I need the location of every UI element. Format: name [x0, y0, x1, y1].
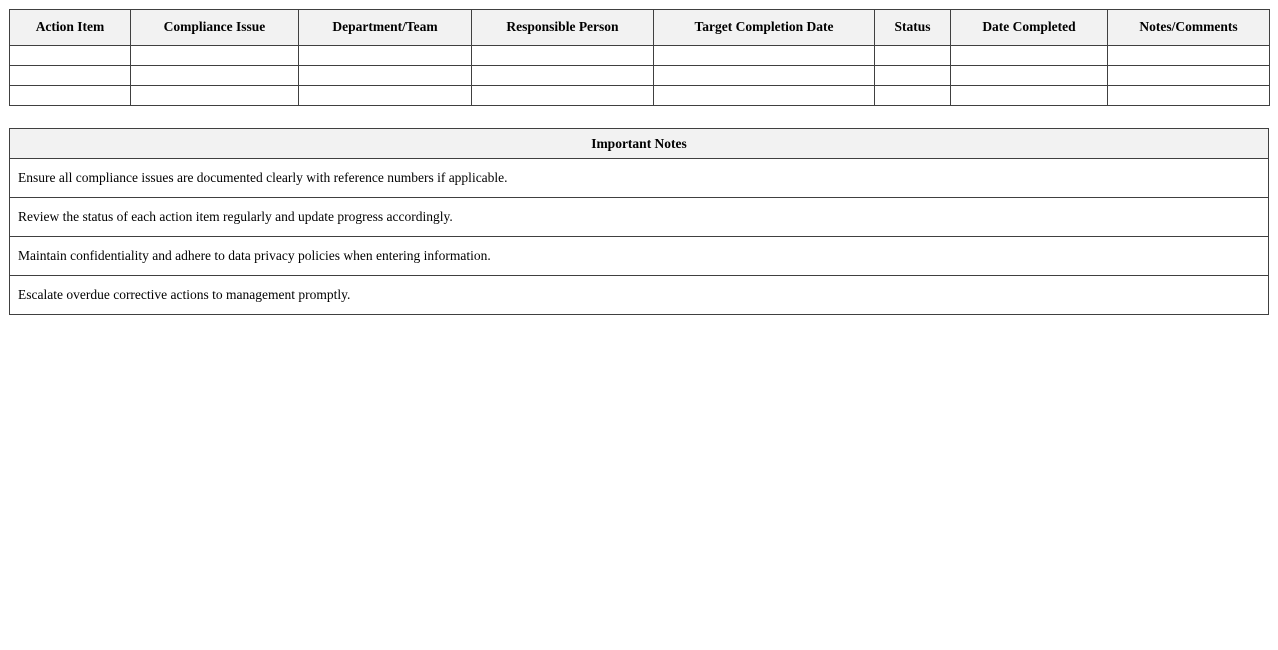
data-cell[interactable] [472, 46, 654, 66]
column-header: Responsible Person [472, 10, 654, 46]
column-header: Status [875, 10, 951, 46]
notes-header-row [10, 129, 1269, 159]
table-spacer [9, 106, 1269, 128]
column-header: Date Completed [951, 10, 1108, 46]
data-cell[interactable] [951, 66, 1108, 86]
data-cell[interactable] [299, 66, 472, 86]
data-cell[interactable] [131, 86, 299, 106]
note-text: Escalate overdue corrective actions to management promptly. [10, 276, 1269, 315]
column-header: Target Completion Date [654, 10, 875, 46]
data-cell[interactable] [10, 66, 131, 86]
data-cell[interactable] [1108, 66, 1270, 86]
table-row [10, 86, 1270, 106]
data-cell[interactable] [131, 46, 299, 66]
column-header: Action Item [10, 10, 131, 46]
note-row [10, 237, 1269, 276]
data-cell[interactable] [472, 66, 654, 86]
notes-table-body [10, 159, 1269, 315]
action-table-head [10, 10, 1270, 46]
table-row [10, 66, 1270, 86]
data-cell[interactable] [10, 46, 131, 66]
data-cell[interactable] [654, 66, 875, 86]
data-cell[interactable] [875, 46, 951, 66]
notes-table-head [10, 129, 1269, 159]
data-cell[interactable] [1108, 46, 1270, 66]
note-text: Ensure all compliance issues are documented clearly with reference numbers if applicable. [10, 159, 1269, 198]
compliance-action-items-table [9, 9, 1270, 106]
table-row [10, 46, 1270, 66]
data-cell[interactable] [875, 86, 951, 106]
data-cell[interactable] [10, 86, 131, 106]
data-cell[interactable] [131, 66, 299, 86]
note-text: Maintain confidentiality and adhere to data privacy policies when entering information. [10, 237, 1269, 276]
column-header: Notes/Comments [1108, 10, 1270, 46]
data-cell[interactable] [875, 66, 951, 86]
column-header: Compliance Issue [131, 10, 299, 46]
note-text: Review the status of each action item regularly and update progress accordingly. [10, 198, 1269, 237]
notes-table-title: Important Notes [10, 129, 1269, 159]
data-cell[interactable] [472, 86, 654, 106]
note-row [10, 159, 1269, 198]
action-table-body [10, 46, 1270, 106]
data-cell[interactable] [1108, 86, 1270, 106]
note-row [10, 276, 1269, 315]
data-cell[interactable] [299, 46, 472, 66]
column-header: Department/Team [299, 10, 472, 46]
important-notes-table [9, 128, 1269, 315]
note-row [10, 198, 1269, 237]
data-cell[interactable] [654, 46, 875, 66]
data-cell[interactable] [654, 86, 875, 106]
action-table-header-row [10, 10, 1270, 46]
data-cell[interactable] [299, 86, 472, 106]
data-cell[interactable] [951, 86, 1108, 106]
data-cell[interactable] [951, 46, 1108, 66]
